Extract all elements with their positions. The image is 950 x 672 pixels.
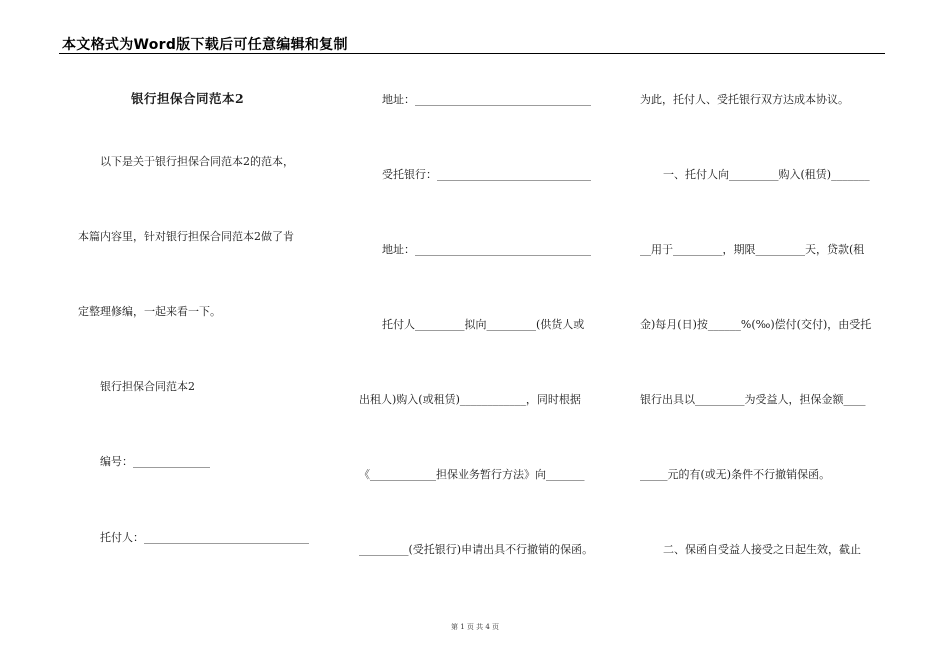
body-line: 银行担保合同范本2 bbox=[100, 380, 195, 393]
body-line: _____元的有(或无)条件不行撤销保函。 bbox=[640, 468, 831, 481]
page-footer: 第 1 页 共 4 页 bbox=[450, 623, 500, 631]
header-rule bbox=[59, 53, 885, 54]
body-line: 为此，托付人、受托银行双方达成本协议。 bbox=[640, 93, 849, 106]
body-line: 受托银行：____________________________ bbox=[382, 168, 591, 181]
body-line: 地址：________________________________ bbox=[382, 93, 591, 106]
body-line: 一、托付人向_________购入(租赁)_______ bbox=[663, 168, 870, 181]
body-line: 托付人：______________________________ bbox=[100, 531, 309, 544]
body-line: __用于_________，期限_________天，贷款(租 bbox=[640, 243, 865, 256]
header-banner: 本文格式为Word版下载后可任意编辑和复制 bbox=[62, 37, 348, 53]
body-line: 以下是关于银行担保合同范本2的范本， bbox=[100, 155, 294, 168]
body-line: 托付人_________拟向_________(供货人或 bbox=[382, 318, 585, 331]
body-line: 地址：________________________________ bbox=[382, 243, 591, 256]
body-line: 定整理修编，一起来看一下。 bbox=[78, 305, 221, 318]
body-line: 出租人)购入(或租赁)____________，同时根据 bbox=[359, 393, 581, 406]
body-line: 金)每月(日)按______%(‰)偿付(交付)，由受托 bbox=[640, 318, 872, 331]
body-line: 本篇内容里，针对银行担保合同范本2做了肯 bbox=[78, 230, 294, 243]
body-line: _________(受托银行)申请出具不行撤销的保函。 bbox=[359, 543, 594, 556]
body-line: 银行出具以_________为受益人，担保金额____ bbox=[640, 393, 866, 406]
document-title: 银行担保合同范本2 bbox=[131, 91, 245, 106]
body-line: 编号：______________ bbox=[100, 455, 210, 468]
body-line: 《____________担保业务暂行方法》向_______ bbox=[359, 468, 585, 481]
body-line: 二、保函自受益人接受之日起生效，截止 bbox=[663, 543, 861, 556]
